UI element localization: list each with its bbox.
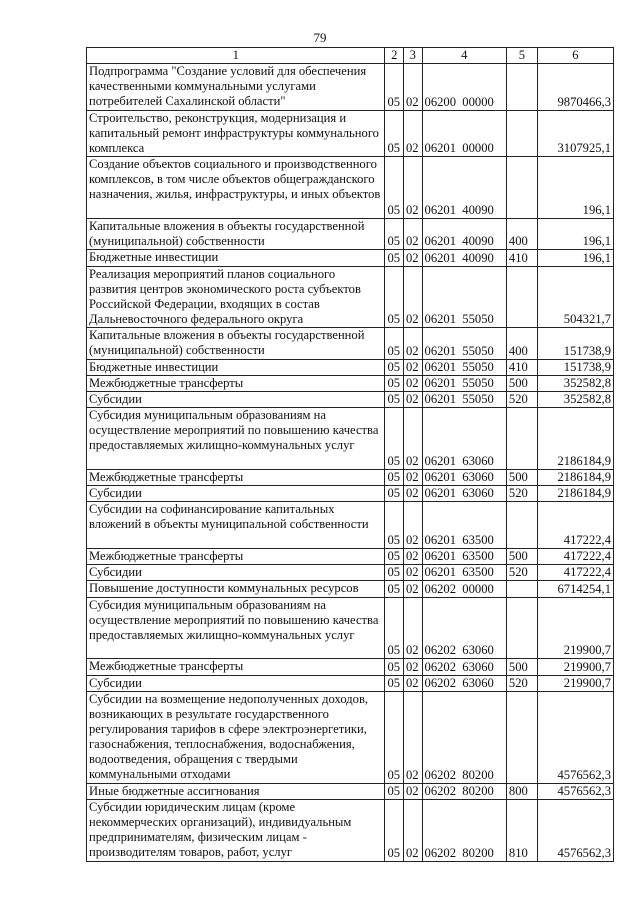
row-expense-type	[506, 266, 537, 328]
row-section: 05	[385, 218, 404, 249]
header-col-5: 5	[506, 48, 537, 64]
row-section: 05	[385, 502, 404, 549]
row-expense-type: 500	[506, 375, 537, 391]
row-target-article: 06201 63500	[422, 502, 506, 549]
row-section: 05	[385, 408, 404, 470]
table-row	[87, 375, 614, 391]
row-subsection: 02	[404, 218, 423, 249]
row-expense-type: 520	[506, 675, 537, 691]
header-col-6: 6	[537, 48, 613, 64]
row-section: 05	[385, 250, 404, 266]
row-section: 05	[385, 375, 404, 391]
row-target-article: 06201 55050	[422, 328, 506, 359]
row-name: Субсидии на софинансирование капитальных вложений в объекты муниципальной собственности	[87, 502, 385, 549]
row-amount: 4576562,3	[537, 784, 613, 800]
row-amount: 504321,7	[537, 266, 613, 328]
row-name: Субсидия муниципальным образованиям на осуществление мероприятий по повышению качества предоставляемых жилищно-коммунальных услуг	[87, 597, 385, 659]
row-section: 05	[385, 359, 404, 375]
row-target-article: 06201 00000	[422, 110, 506, 157]
row-section: 05	[385, 470, 404, 486]
row-expense-type: 800	[506, 784, 537, 800]
row-subsection: 02	[404, 581, 423, 597]
row-section: 05	[385, 64, 404, 111]
row-name: Бюджетные инвестиции	[87, 359, 385, 375]
table-row	[87, 408, 614, 470]
row-subsection: 02	[404, 64, 423, 111]
row-target-article: 06201 63500	[422, 549, 506, 565]
table-row	[87, 328, 614, 359]
row-name: Строительство, реконструкция, модернизация и капитальный ремонт инфраструктуры коммунального комплекса	[87, 110, 385, 157]
row-amount: 196,1	[537, 250, 613, 266]
table-row	[87, 266, 614, 328]
row-subsection: 02	[404, 328, 423, 359]
row-amount: 417222,4	[537, 549, 613, 565]
row-subsection: 02	[404, 470, 423, 486]
row-subsection: 02	[404, 502, 423, 549]
row-expense-type	[506, 157, 537, 219]
table-row	[87, 581, 614, 597]
row-name: Капитальные вложения в объекты государственной (муниципальной) собственности	[87, 218, 385, 249]
header-col-4: 4	[422, 48, 506, 64]
row-amount: 2186184,9	[537, 408, 613, 470]
row-amount: 219900,7	[537, 659, 613, 675]
row-subsection: 02	[404, 549, 423, 565]
row-expense-type	[506, 597, 537, 659]
row-target-article: 06201 63060	[422, 486, 506, 502]
header-row	[87, 48, 614, 64]
row-subsection: 02	[404, 691, 423, 783]
row-section: 05	[385, 110, 404, 157]
row-section: 05	[385, 784, 404, 800]
row-target-article: 06201 55050	[422, 392, 506, 408]
row-section: 05	[385, 800, 404, 862]
table-row	[87, 565, 614, 581]
table-row	[87, 470, 614, 486]
row-expense-type	[506, 581, 537, 597]
page-number: 79	[313, 30, 327, 45]
row-expense-type: 810	[506, 800, 537, 862]
row-name: Субсидии	[87, 486, 385, 502]
row-section: 05	[385, 565, 404, 581]
row-section: 05	[385, 328, 404, 359]
row-target-article: 06201 55050	[422, 375, 506, 391]
table-row	[87, 659, 614, 675]
row-name: Субсидии на возмещение недополученных доходов, возникающих в результате государственного регулирования тарифов в сфере электроэнергетики, газоснабжения, теплоснабжения, водоснабжения, водоотведения, обращения с твердыми коммунальными отходами	[87, 691, 385, 783]
row-amount: 6714254,1	[537, 581, 613, 597]
row-name: Подпрограмма "Создание условий для обеспечения качественными коммунальными услугами потребителей Сахалинской области"	[87, 64, 385, 111]
row-target-article: 06201 63060	[422, 408, 506, 470]
row-target-article: 06201 55050	[422, 266, 506, 328]
row-target-article: 06200 00000	[422, 64, 506, 111]
row-target-article: 06202 80200	[422, 800, 506, 862]
row-amount: 196,1	[537, 157, 613, 219]
row-name: Повышение доступности коммунальных ресурсов	[87, 581, 385, 597]
row-subsection: 02	[404, 250, 423, 266]
row-subsection: 02	[404, 675, 423, 691]
row-name: Субсидии	[87, 565, 385, 581]
row-subsection: 02	[404, 659, 423, 675]
row-expense-type: 400	[506, 218, 537, 249]
row-section: 05	[385, 392, 404, 408]
row-subsection: 02	[404, 110, 423, 157]
table-row	[87, 675, 614, 691]
row-expense-type: 500	[506, 659, 537, 675]
row-name: Межбюджетные трансферты	[87, 659, 385, 675]
row-target-article: 06202 80200	[422, 691, 506, 783]
row-amount: 4576562,3	[537, 800, 613, 862]
row-name: Субсидия муниципальным образованиям на осуществление мероприятий по повышению качества предоставляемых жилищно-коммунальных услуг	[87, 408, 385, 470]
row-section: 05	[385, 549, 404, 565]
table-row	[87, 218, 614, 249]
table-row	[87, 486, 614, 502]
row-target-article: 06202 63060	[422, 659, 506, 675]
row-amount: 417222,4	[537, 502, 613, 549]
row-amount: 352582,8	[537, 375, 613, 391]
table-row	[87, 549, 614, 565]
row-expense-type	[506, 408, 537, 470]
row-name: Межбюджетные трансферты	[87, 549, 385, 565]
row-target-article: 06201 63500	[422, 565, 506, 581]
table-row	[87, 64, 614, 111]
row-expense-type: 500	[506, 470, 537, 486]
row-section: 05	[385, 691, 404, 783]
row-target-article: 06202 00000	[422, 581, 506, 597]
row-expense-type: 520	[506, 565, 537, 581]
row-name: Иные бюджетные ассигнования	[87, 784, 385, 800]
row-section: 05	[385, 266, 404, 328]
row-name: Субсидии	[87, 675, 385, 691]
table-row	[87, 691, 614, 783]
row-amount: 417222,4	[537, 565, 613, 581]
row-name: Субсидии	[87, 392, 385, 408]
table-row	[87, 784, 614, 800]
table-row	[87, 359, 614, 375]
row-section: 05	[385, 157, 404, 219]
row-target-article: 06202 63060	[422, 675, 506, 691]
row-section: 05	[385, 597, 404, 659]
row-section: 05	[385, 581, 404, 597]
row-amount: 2186184,9	[537, 470, 613, 486]
table-row	[87, 157, 614, 219]
table-row	[87, 502, 614, 549]
row-expense-type: 410	[506, 250, 537, 266]
table-row	[87, 800, 614, 862]
header-col-3: 3	[404, 48, 423, 64]
table-row	[87, 597, 614, 659]
row-subsection: 02	[404, 597, 423, 659]
row-expense-type	[506, 64, 537, 111]
row-section: 05	[385, 675, 404, 691]
row-subsection: 02	[404, 157, 423, 219]
header-col-2: 2	[385, 48, 404, 64]
row-subsection: 02	[404, 565, 423, 581]
row-name: Межбюджетные трансферты	[87, 470, 385, 486]
row-target-article: 06202 63060	[422, 597, 506, 659]
row-subsection: 02	[404, 800, 423, 862]
table-row	[87, 110, 614, 157]
row-name: Бюджетные инвестиции	[87, 250, 385, 266]
row-subsection: 02	[404, 375, 423, 391]
row-amount: 9870466,3	[537, 64, 613, 111]
row-subsection: 02	[404, 408, 423, 470]
row-target-article: 06202 80200	[422, 784, 506, 800]
row-amount: 4576562,3	[537, 691, 613, 783]
row-subsection: 02	[404, 784, 423, 800]
row-subsection: 02	[404, 392, 423, 408]
row-section: 05	[385, 486, 404, 502]
row-subsection: 02	[404, 359, 423, 375]
row-section: 05	[385, 659, 404, 675]
row-amount: 151738,9	[537, 359, 613, 375]
row-name: Межбюджетные трансферты	[87, 375, 385, 391]
row-amount: 196,1	[537, 218, 613, 249]
budget-table	[86, 47, 614, 862]
row-expense-type: 400	[506, 328, 537, 359]
row-amount: 352582,8	[537, 392, 613, 408]
row-amount: 219900,7	[537, 675, 613, 691]
row-name: Субсидии юридическим лицам (кроме некоммерческих организаций), индивидуальным предпринимателям, физическим лицам - производителям товаров, работ, услуг	[87, 800, 385, 862]
row-amount: 2186184,9	[537, 486, 613, 502]
row-expense-type	[506, 691, 537, 783]
table-row	[87, 392, 614, 408]
row-expense-type: 500	[506, 549, 537, 565]
row-expense-type	[506, 110, 537, 157]
row-target-article: 06201 40090	[422, 250, 506, 266]
row-name: Реализация мероприятий планов социального развития центров экономического роста субъектов Российской Федерации, входящих в состав Дальневосточного федерального округа	[87, 266, 385, 328]
row-expense-type: 520	[506, 392, 537, 408]
row-target-article: 06201 55050	[422, 359, 506, 375]
row-amount: 151738,9	[537, 328, 613, 359]
row-target-article: 06201 40090	[422, 157, 506, 219]
row-target-article: 06201 40090	[422, 218, 506, 249]
row-amount: 3107925,1	[537, 110, 613, 157]
table-row	[87, 250, 614, 266]
row-expense-type: 410	[506, 359, 537, 375]
row-subsection: 02	[404, 266, 423, 328]
row-subsection: 02	[404, 486, 423, 502]
row-amount: 219900,7	[537, 597, 613, 659]
header-col-1: 1	[87, 48, 385, 64]
row-name: Капитальные вложения в объекты государственной (муниципальной) собственности	[87, 328, 385, 359]
row-expense-type	[506, 502, 537, 549]
row-target-article: 06201 63060	[422, 470, 506, 486]
row-name: Создание объектов социального и производственного комплексов, в том числе объектов общегражданского назначения, жилья, инфраструктуры, и иных объектов	[87, 157, 385, 219]
row-expense-type: 520	[506, 486, 537, 502]
